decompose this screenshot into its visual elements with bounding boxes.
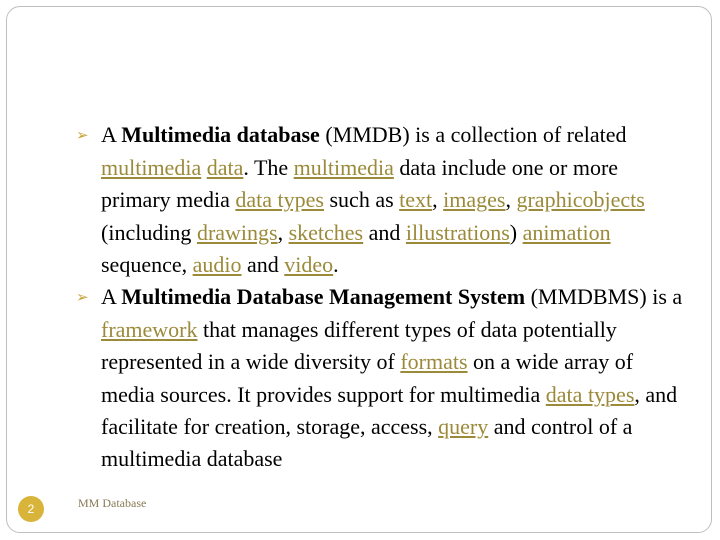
text-run: MMDBMS bbox=[537, 284, 640, 310]
hyperlink[interactable]: framework bbox=[101, 317, 198, 343]
text-run: data include one or more primary media bbox=[101, 155, 619, 213]
text-run: . The bbox=[243, 155, 294, 181]
bullet-paragraph bbox=[76, 119, 686, 281]
hyperlink[interactable]: data types bbox=[235, 187, 324, 213]
hyperlink[interactable]: animation bbox=[522, 219, 611, 245]
text-run: sequence, bbox=[101, 251, 193, 277]
hyperlink[interactable]: sketches bbox=[288, 219, 364, 245]
hyperlink[interactable]: audio bbox=[192, 251, 242, 277]
text-run: (including bbox=[101, 219, 197, 245]
hyperlink[interactable]: data types bbox=[545, 381, 635, 407]
hyperlink[interactable]: video bbox=[284, 251, 334, 277]
hyperlink[interactable]: query bbox=[438, 413, 489, 439]
hyperlink[interactable]: multimedia bbox=[101, 155, 202, 181]
hyperlink[interactable]: images bbox=[443, 187, 506, 213]
bold-term: Multimedia Database Management System bbox=[121, 284, 526, 310]
hyperlink[interactable]: drawings bbox=[196, 219, 278, 245]
hyperlink[interactable]: text bbox=[399, 187, 433, 213]
hyperlink[interactable]: data bbox=[206, 155, 244, 181]
text-run: that manages different types of data potentially represented in a wide diversity of bbox=[101, 317, 617, 375]
text-run: , bbox=[432, 187, 444, 213]
text-run: such as bbox=[324, 187, 400, 213]
bullet-paragraph bbox=[76, 281, 686, 475]
slide-number-badge bbox=[18, 496, 44, 522]
text-run: ( bbox=[319, 122, 333, 147]
slide-footer: MM Database bbox=[78, 496, 147, 510]
hyperlink[interactable]: multimedia bbox=[293, 155, 394, 181]
text-run: on a wide array of media sources. It provides support for multimedia bbox=[101, 349, 634, 407]
text-run: . bbox=[333, 251, 339, 277]
slide-number: 2 bbox=[27, 502, 35, 516]
text-run: ) is a collection of related bbox=[402, 122, 627, 147]
text-run: ) bbox=[509, 219, 523, 245]
text-run: , bbox=[505, 187, 517, 213]
bullet-arrow-icon: ➢ bbox=[76, 290, 89, 307]
bullet-arrow-icon: ➢ bbox=[76, 128, 89, 144]
text-run: ) is a bbox=[639, 284, 683, 310]
text-run: , bbox=[277, 219, 289, 245]
hyperlink[interactable]: graphicobjects bbox=[516, 187, 645, 213]
hyperlink[interactable]: illustrations bbox=[405, 219, 510, 245]
text-run: and bbox=[241, 251, 285, 277]
slide-body bbox=[76, 119, 686, 475]
text-run: ( bbox=[525, 284, 538, 310]
hyperlink[interactable]: formats bbox=[400, 349, 468, 375]
text-run: MMDB bbox=[332, 122, 403, 147]
text-run: and bbox=[363, 219, 406, 245]
bold-term: Multimedia database bbox=[121, 122, 320, 147]
text-run: A bbox=[101, 122, 122, 147]
text-run: , and facilitate for creation, storage, access, bbox=[101, 381, 678, 439]
text-run: and control of a multimedia database bbox=[101, 413, 633, 472]
text-run: A bbox=[101, 284, 122, 310]
